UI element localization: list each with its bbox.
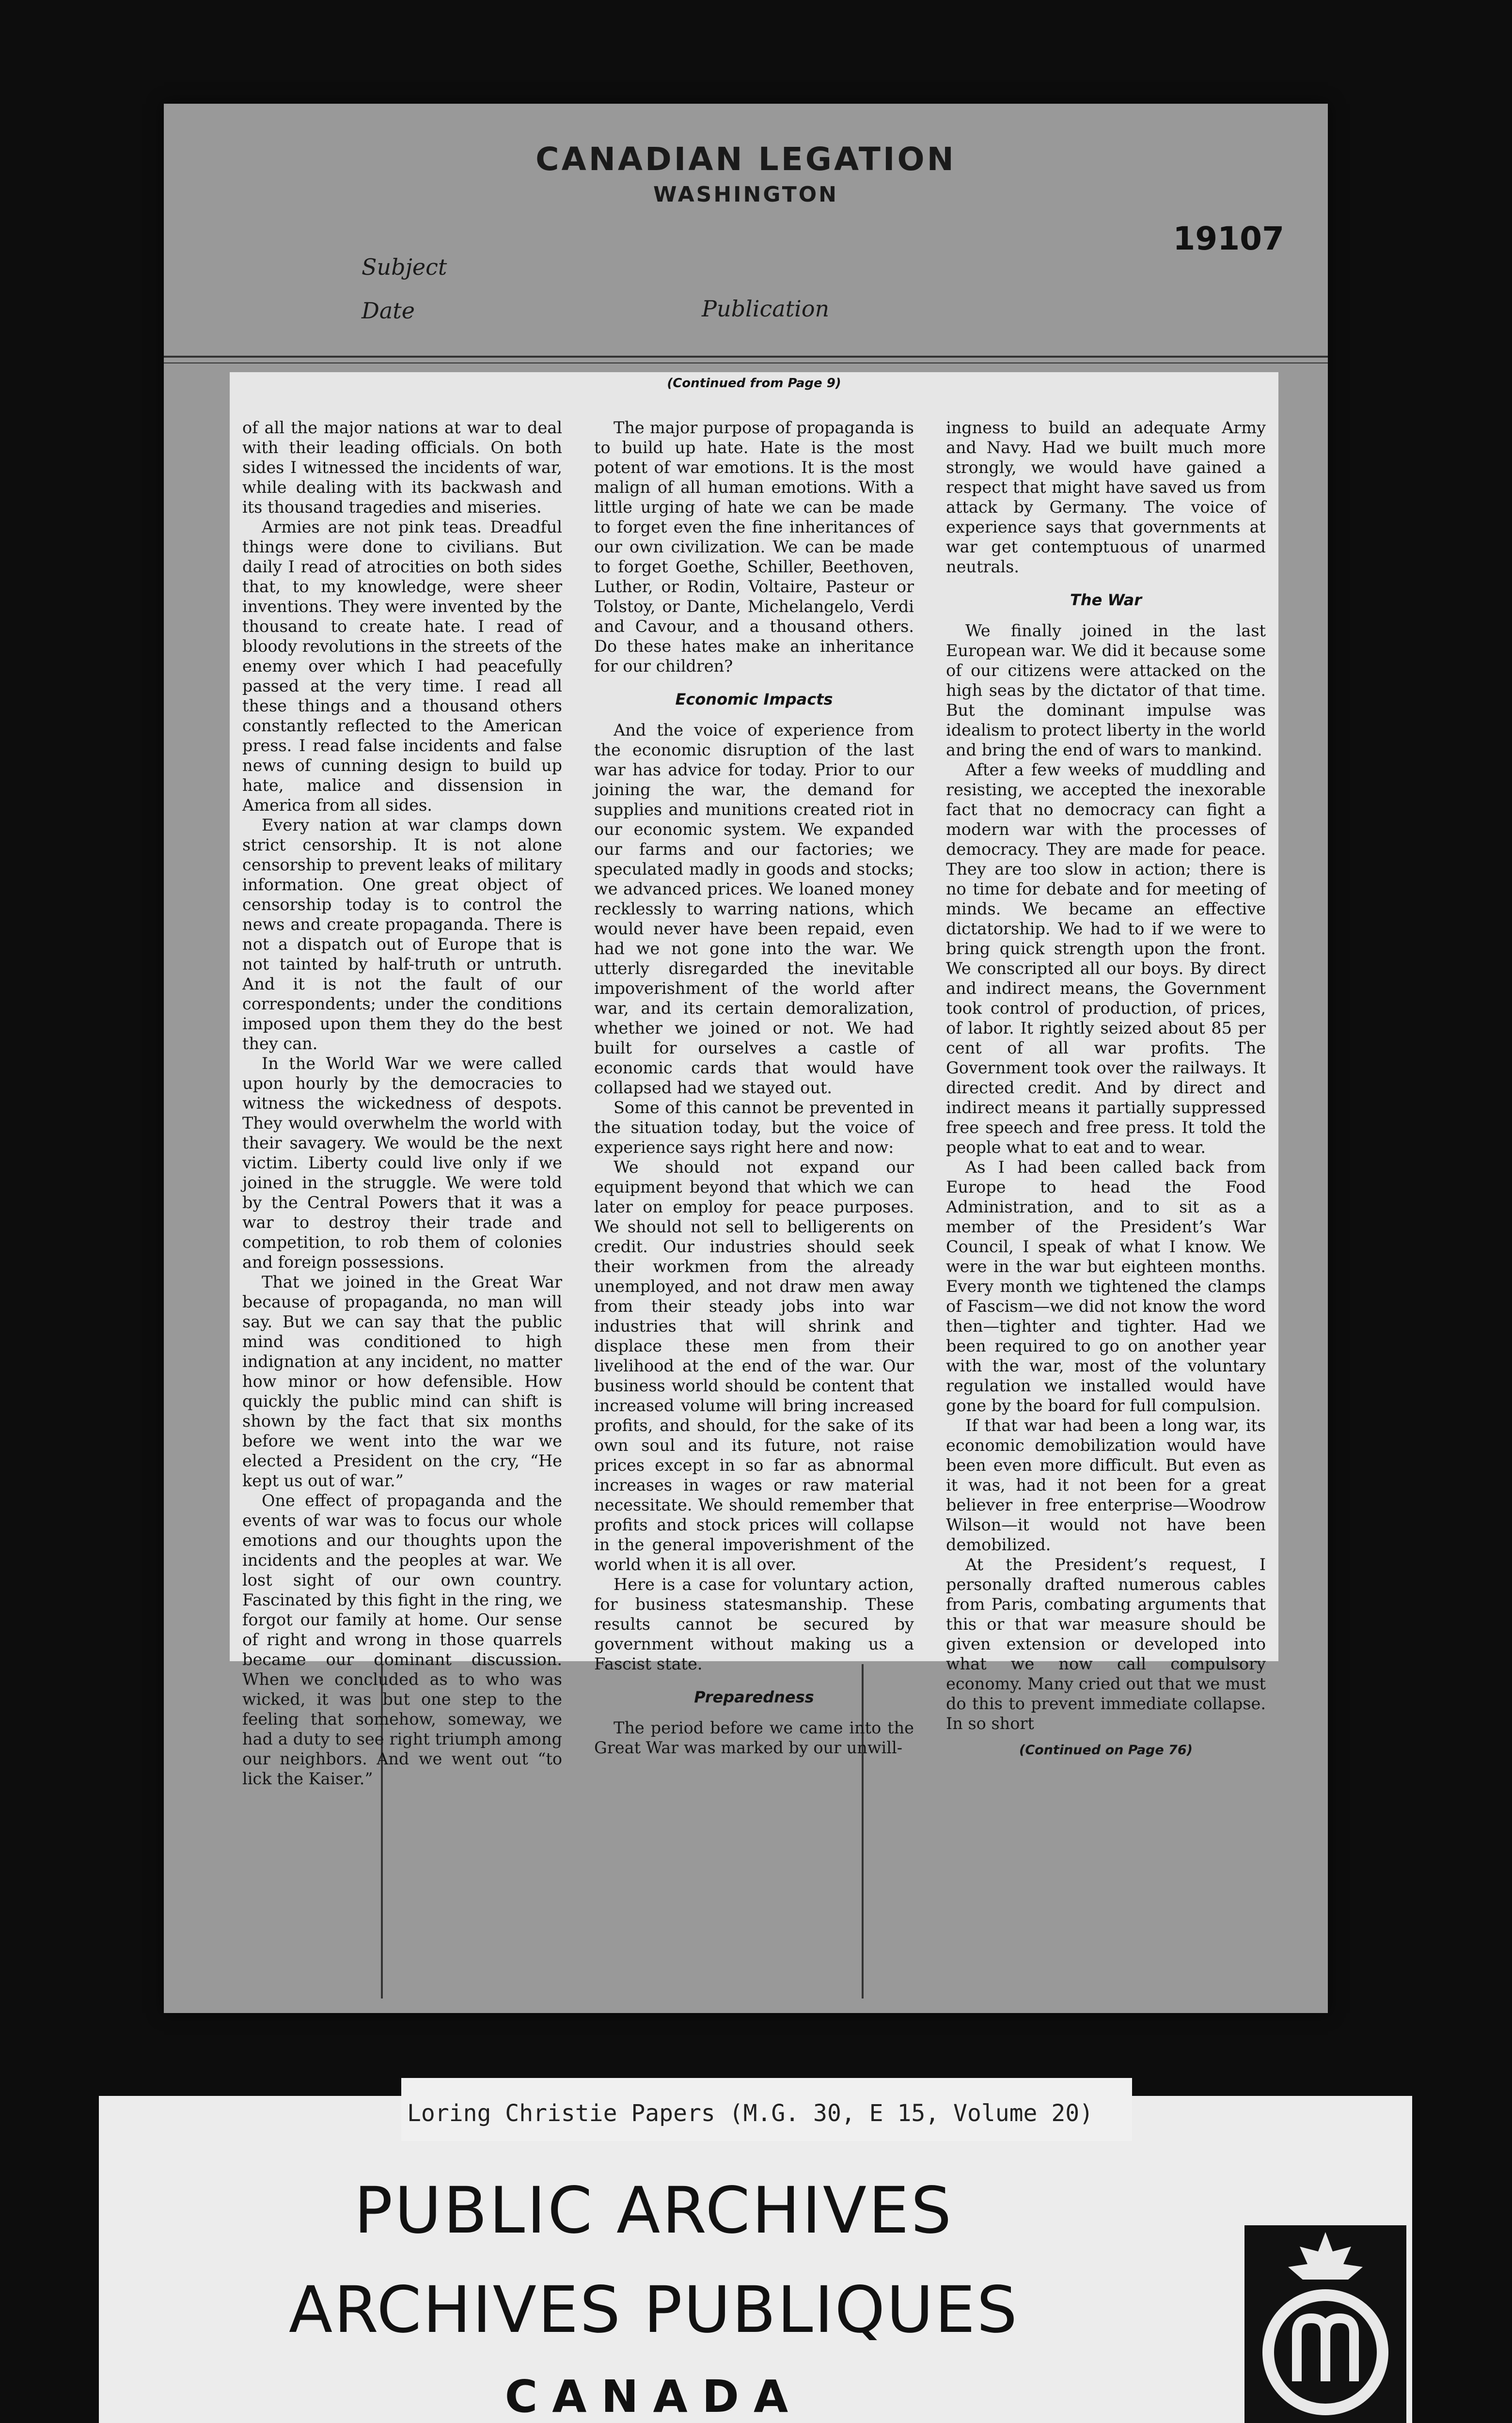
article-column-1 [242,418,562,1788]
archives-canada-logo-icon [1244,2225,1406,2423]
paragraph: We should not expand our equipment beyond that which we can later on employ for peace purposes. We should not sell to belligerents on credit. Our industries should seek their workmen from the already unemployed, and not draw men away from their steady jobs into war industries that will shrink and displace these men from their livelihood at the end of the war. Our business world should be content that increased volume will bring increased profits, and should, for the sake of its own soul and its future, not raise prices except in so far as abnormal increases in wages or raw material necessitate. We should remember that profits and stock prices will collapse in the general impoverishment of the world when it is all over. [594,1158,914,1574]
header-rule [164,356,1328,358]
paragraph: Some of this cannot be prevented in the situation today, but the voice of experience says right here and now: [594,1098,914,1157]
paragraph: Every nation at war clamps down strict censorship. It is not alone censorship to prevent leaks of military information. One great object of censorship today is to control the news and create propaganda. There is not a dispatch out of Europe that is not tainted by half-truth or untruth. And it is not the fault of our correspondents; under the conditions imposed upon them they do the best they can. [242,816,562,1053]
letterhead-city: WASHINGTON [653,182,838,207]
document-number: 19107 [1173,220,1284,257]
archives-line-french: ARCHIVES PUBLIQUES [288,2273,1019,2347]
continued-on-label: (Continued on Page 76) [1019,1743,1193,1758]
newspaper-clipping [230,372,1278,1788]
article-column-2 [594,418,914,1757]
article-column-3 [946,418,1266,1758]
paragraph: And the voice of experience from the economic disruption of the last war has advice for today. Prior to our joining the war, the demand for supplies and munitions created riot in our economic system. We expanded our farms and our factories; we speculated madly in goods and stocks; we advanced prices. We loaned money recklessly to warring nations, which would never have been repaid, even had we not gone into the war. We utterly disregarded the inevitable impoverishment of the world after war, and its certain demoralization, whether we joined or not. We had built for ourselves a castle of economic cards that would have collapsed had we stayed out. [594,721,914,1097]
section-heading-preparedness: Preparedness [694,1688,814,1706]
paragraph: ingness to build an adequate Army and Navy. Had we built much more strongly, we would have gained a respect that might have saved us from attack by Germany. The voice of experience says that governments at war get contemptuous of unarmed neutrals. [946,418,1266,576]
letterhead-title: CANADIAN LEGATION [536,141,956,178]
paragraph: After a few weeks of muddling and resisting, we accepted the inexorable fact that no democracy can fight a modern war with the processes of democracy. They are made for peace. They are too slow in action; there is no time for debate and for meeting of minds. We became an effective dictatorship. We had to if we were to bring quick strength upon the front. We conscripted all our boys. By direct and indirect means, the Government took control of production, of prices, of labor. It rightly seized about 85 per cent of all war profits. The Government took over the railways. It directed credit. And by direct and indirect means it partially suppressed free speech and free press. It told the people what to eat and to wear. [946,760,1266,1157]
paragraph: The period before we came into the Great War was marked by our unwill- [594,1718,914,1757]
section-heading-the-war: The War [1070,591,1142,609]
paragraph: The major purpose of propaganda is to build up hate. Hate is the most potent of war emotions. It is the most malign of all human emotions. With a little urging of hate we can be made to forget even the fine inheritances of our own civilization. We can be made to forget Goethe, Schiller, Beethoven, Luther, or Rodin, Voltaire, Pasteur or Tolstoy, or Dante, Michelangelo, Verdi and Cavour, and a thousand others. Do these hates make an inheritance for our children? [594,418,914,676]
paragraph: Here is a case for voluntary action, for business statesmanship. These results cannot be secured by government without making us a Fascist state. [594,1575,914,1673]
subject-label: Subject [362,254,447,280]
paragraph: One effect of propaganda and the events of war was to focus our whole emotions and our thoughts upon the incidents and the peoples at war. We lost sight of our own country. Fascinated by this fight in the ring, we forgot our family at home. Our sense of right and wrong in those quarrels became our dominant discussion. When we concluded as to who was wicked, it was but one step to the feeling that somehow, someway, we had a duty to see right triumph among our neighbors. And we went out “to lick the Kaiser.” [242,1491,562,1788]
continued-from-label: (Continued from Page 9) [667,376,841,391]
paragraph: We finally joined in the last European war. We did it because some of our citizens were attacked on the high seas by the dictator of that time. But the dominant impulse was idealism to protect liberty in the world and bring the end of wars to mankind. [946,621,1266,759]
archives-line-english: PUBLIC ARCHIVES [354,2173,954,2248]
paragraph: of all the major nations at war to deal with their leading officials. On both sides I witnessed the incidents of war, while dealing with its backwash and its thousand tragedies and miseries. [242,418,562,517]
paragraph: In the World War we were called upon hourly by the democracies to witness the wickedness of despots. They would overwhelm the world with their savagery. We would be the next victim. Liberty could live only if we joined in the struggle. We were told by the Central Powers that it was a war to destroy their trade and competition, to rob them of colonies and foreign possessions. [242,1054,562,1272]
archival-reference: Loring Christie Papers (M.G. 30, E 15, Volume 20) [407,2100,1094,2127]
date-label: Date [362,298,415,324]
paragraph: At the President’s request, I personally drafted numerous cables from Paris, combating arguments that this or that war measure should be given extension or developed into what we now call compulsory economy. Many cried out that we must do this to prevent immediate collapse. In so short [946,1555,1266,1733]
paragraph: Armies are not pink teas. Dreadful things were done to civilians. But daily I read of atrocities on both sides that, to my knowledge, were sheer inventions. They were invented by the thousand to create hate. I read of bloody revolutions in the streets of the enemy over which I had peacefully passed at the very time. I read all these things and a thousand others constantly reflected to the American press. I read false incidents and false news of cunning design to build up hate, malice and dissension in America from all sides. [242,518,562,815]
header-rule-thin [164,362,1328,363]
archives-line-country: CANADA [504,2371,803,2423]
paragraph: If that war had been a long war, its economic demobilization would have been even more difficult. But even as it was, had it not been for a great believer in free enterprise—Woodrow Wilson—it would not have been demobilized. [946,1416,1266,1554]
section-heading-economic-impacts: Economic Impacts [675,690,833,708]
paragraph: As I had been called back from Europe to head the Food Administration, and to sit as a member of the President’s War Council, I speak of what I know. We were in the war but eighteen months. Every month we tightened the clamps of Fascism—we did not know the word then—tighter and tighter. Had we been required to go on another year with the war, most of the voluntary regulation we installed would have gone by the board for full compulsion. [946,1158,1266,1415]
column-rule-right [862,1664,864,1998]
paragraph: That we joined in the Great War because of propaganda, no man will say. But we can say that the public mind was conditioned to high indignation at any incident, no matter how minor or how defensible. How quickly the public mind can shift is shown by the fact that six months before we went into the war we elected a President on the cry, “He kept us out of war.” [242,1273,562,1490]
publication-label: Publication [702,296,830,322]
